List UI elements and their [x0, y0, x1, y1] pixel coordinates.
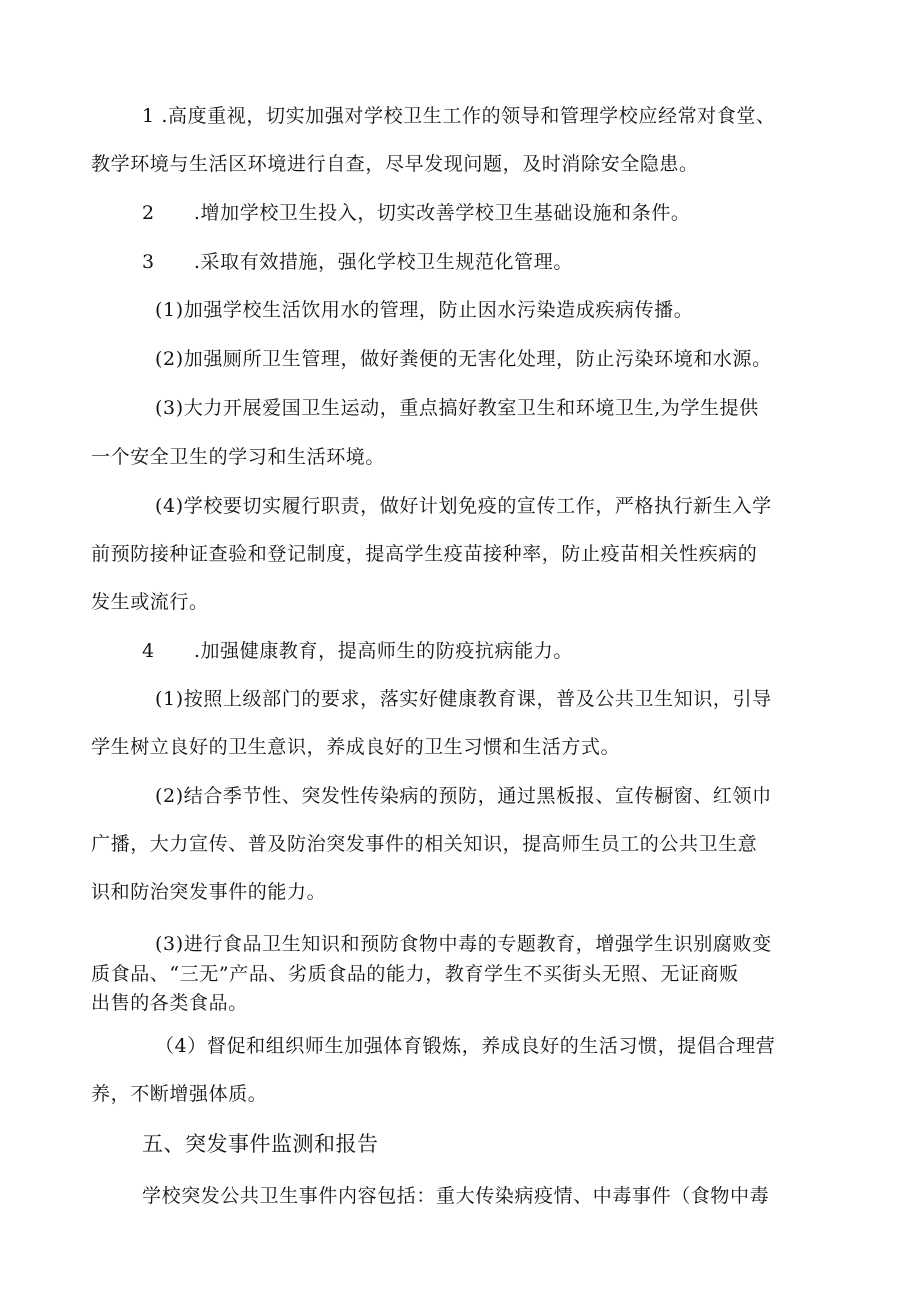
paragraph-line: 质食品、“三无”产品、劣质食品的能力，教育学生不买街头无照、无证商贩: [91, 963, 739, 985]
paragraph-line: 前预防接种证查验和登记制度，提高学生疫苗接种率，防止疫苗相关性疾病的: [91, 543, 758, 565]
section-heading: 五、突发事件监测和报告: [142, 1132, 379, 1156]
paragraph-line: (1)按照上级部门的要求，落实好健康教育课，普及公共卫生知识，引导: [155, 688, 772, 710]
paragraph-line: 识和防治突发事件的能力。: [91, 881, 327, 903]
paragraph-line: 教学环境与生活区环境进行自查，尽早发现问题，及时消除安全隐患。: [91, 153, 699, 175]
paragraph-line: (2)结合季节性、突发性传染病的预防，通过黑板报、宣传橱窗、红领巾: [155, 785, 772, 807]
paragraph-line: 4 .加强健康教育，提高师生的防疫抗病能力。: [142, 640, 573, 662]
paragraph-line: (2)加强厕所卫生管理，做好粪便的无害化处理，防止污染环境和水源。: [155, 348, 772, 370]
paragraph-line: 1 .高度重视，切实加强对学校卫生工作的领导和管理学校应经常对食堂、: [142, 105, 776, 127]
paragraph-line: 发生或流行。: [91, 591, 209, 613]
paragraph-line: (4)学校要切实履行职责，做好计划免疫的宣传工作，严格执行新生入学: [155, 495, 772, 517]
paragraph-line: (1)加强学校生活饮用水的管理，防止因水污染造成疾病传播。: [155, 299, 694, 321]
paragraph-line: 3 .采取有效措施，强化学校卫生规范化管理。: [142, 251, 573, 273]
paragraph-line: (3)进行食品卫生知识和预防食物中毒的专题教育，增强学生识别腐败变: [155, 933, 772, 955]
paragraph-line: 养，不断增强体质。: [91, 1083, 268, 1105]
paragraph-line: 学生树立良好的卫生意识，养成良好的卫生习惯和生活方式。: [91, 736, 621, 758]
paragraph-line: 学校突发公共卫生事件内容包括：重大传染病疫情、中毒事件（食物中毒: [142, 1185, 770, 1207]
paragraph-line: 一个安全卫生的学习和生活环境。: [91, 446, 386, 468]
paragraph-line: （4）督促和组织师生加强体育锻炼，养成良好的生活习惯，提倡合理营: [155, 1035, 776, 1057]
paragraph-line: (3)大力开展爱国卫生运动，重点搞好教室卫生和环境卫生,为学生提供: [155, 397, 759, 419]
paragraph-line: 出售的各类食品。: [91, 992, 248, 1014]
paragraph-line: 广播，大力宣传、普及防治突发事件的相关知识，提高师生员工的公共卫生意: [91, 833, 758, 855]
paragraph-line: 2 .增加学校卫生投入，切实改善学校卫生基础设施和条件。: [142, 202, 691, 224]
